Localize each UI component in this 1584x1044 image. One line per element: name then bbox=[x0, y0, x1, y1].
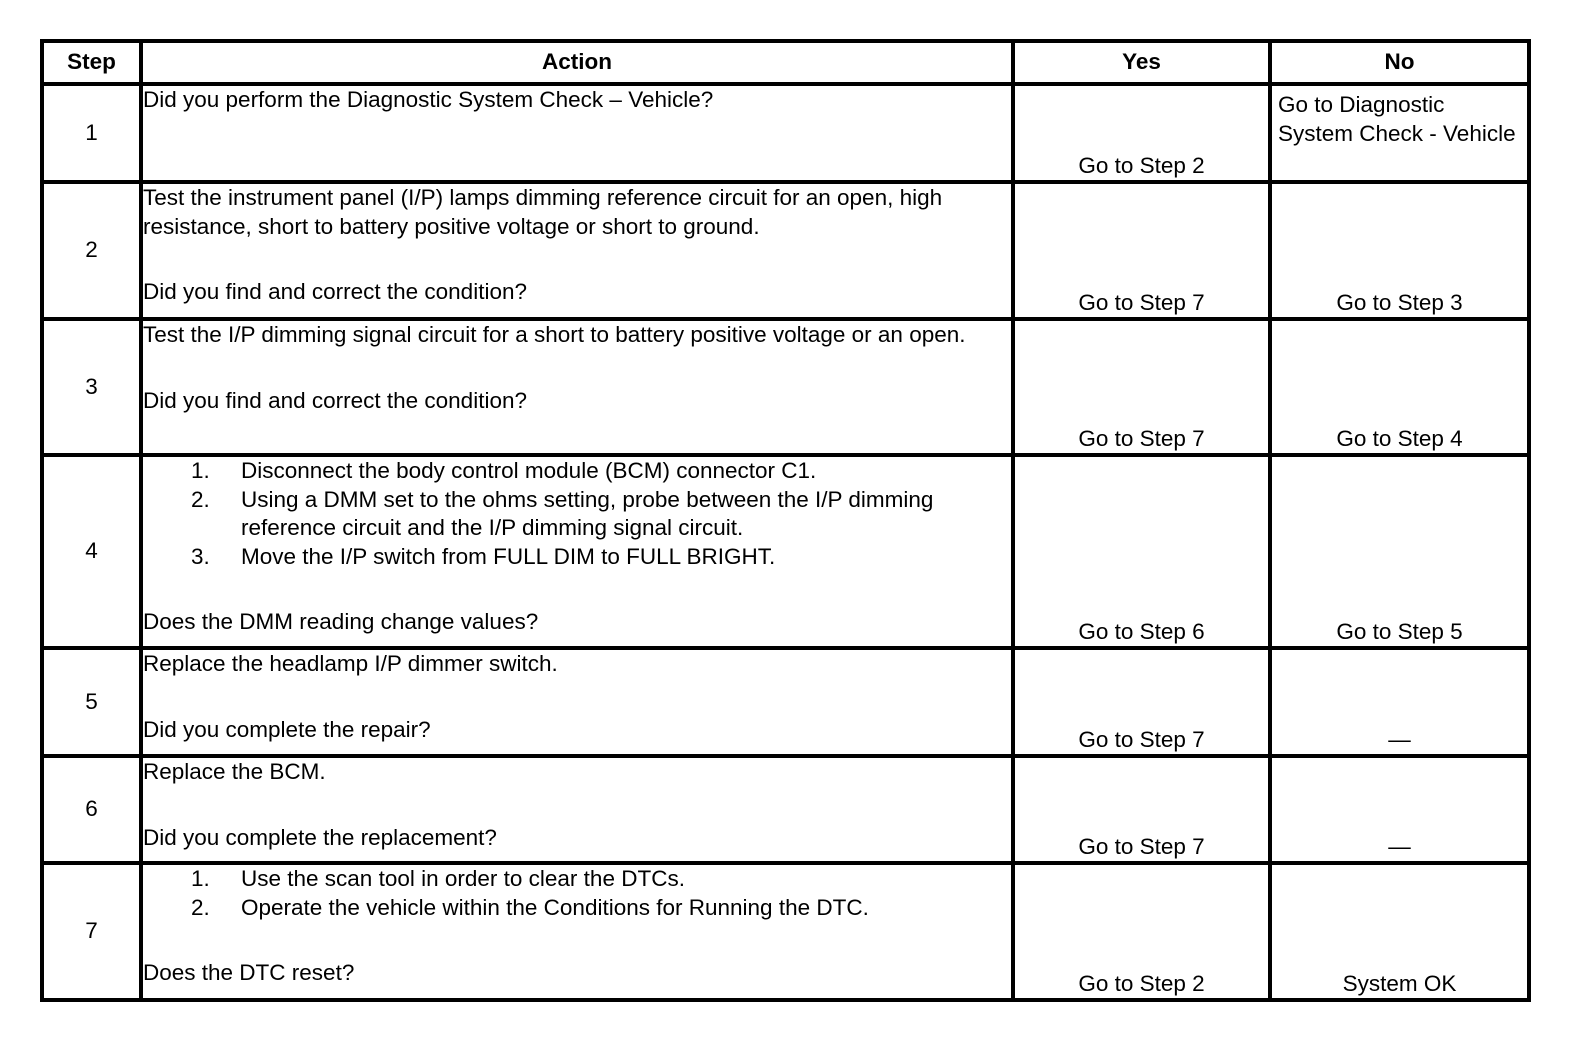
header-row bbox=[42, 41, 1529, 84]
step-number: 3 bbox=[42, 319, 141, 455]
no-result: Go to Step 5 bbox=[1270, 455, 1529, 648]
list-item-text: Use the scan tool in order to clear the DTCs. bbox=[241, 866, 685, 891]
action-cell bbox=[141, 648, 1013, 756]
step-number: 1 bbox=[42, 84, 141, 182]
diagnostic-table bbox=[40, 39, 1531, 1002]
table-row bbox=[42, 648, 1529, 756]
no-result: Go to Diagnostic System Check - Vehicle bbox=[1270, 84, 1529, 182]
no-result: System OK bbox=[1270, 863, 1529, 1000]
yes-result: Go to Step 2 bbox=[1013, 863, 1270, 1000]
header-no: No bbox=[1270, 41, 1529, 84]
no-result: Go to Step 4 bbox=[1270, 319, 1529, 455]
action-text: Replace the BCM. bbox=[143, 759, 326, 784]
list-item-text: Operate the vehicle within the Conditions for Running the DTC. bbox=[241, 894, 869, 920]
table-row bbox=[42, 84, 1529, 182]
action-question: Does the DMM reading change values? bbox=[143, 609, 539, 634]
list-item-text: Disconnect the body control module (BCM) connector C1. bbox=[241, 458, 817, 483]
list-item bbox=[143, 865, 1011, 894]
table-row bbox=[42, 455, 1529, 648]
step-number: 2 bbox=[42, 182, 141, 319]
action-cell bbox=[141, 182, 1013, 319]
list-item bbox=[143, 457, 1011, 486]
action-cell bbox=[141, 756, 1013, 863]
action-text: Did you perform the Diagnostic System Check – Vehicle? bbox=[143, 87, 714, 112]
list-item-number: 1. bbox=[191, 458, 210, 483]
action-question: Did you find and correct the condition? bbox=[143, 387, 527, 413]
action-text: Replace the headlamp I/P dimmer switch. bbox=[143, 651, 558, 676]
step-number: 5 bbox=[42, 648, 141, 756]
yes-result: Go to Step 7 bbox=[1013, 182, 1270, 319]
header-action: Action bbox=[141, 41, 1013, 84]
yes-result: Go to Step 6 bbox=[1013, 455, 1270, 648]
action-cell bbox=[141, 455, 1013, 648]
list-item-number: 1. bbox=[191, 866, 210, 891]
header-step: Step bbox=[42, 41, 141, 84]
yes-result: Go to Step 7 bbox=[1013, 648, 1270, 756]
list-item-number: 3. bbox=[191, 543, 210, 569]
action-text: Test the instrument panel (I/P) lamps dimming reference circuit for an open, high resistance, short to battery positive voltage or short to ground. bbox=[143, 185, 943, 239]
no-result: — bbox=[1270, 648, 1529, 756]
no-result: — bbox=[1270, 756, 1529, 863]
list-item-text: Using a DMM set to the ohms setting, probe between the I/P dimming reference circuit and the I/P dimming signal circuit. bbox=[241, 486, 934, 540]
header-yes: Yes bbox=[1013, 41, 1270, 84]
action-cell bbox=[141, 84, 1013, 182]
action-question: Did you complete the repair? bbox=[143, 716, 431, 742]
list-item-text: Move the I/P switch from FULL DIM to FULL BRIGHT. bbox=[241, 543, 776, 569]
step-number: 4 bbox=[42, 455, 141, 648]
step-number: 7 bbox=[42, 863, 141, 1000]
table-row bbox=[42, 182, 1529, 319]
step-number: 6 bbox=[42, 756, 141, 863]
table-row bbox=[42, 756, 1529, 863]
list-item bbox=[143, 486, 1011, 543]
list-item bbox=[143, 894, 1011, 923]
yes-result: Go to Step 7 bbox=[1013, 756, 1270, 863]
action-question: Does the DTC reset? bbox=[143, 960, 355, 985]
list-item-number: 2. bbox=[191, 894, 210, 920]
list-item-number: 2. bbox=[191, 486, 210, 512]
yes-result: Go to Step 2 bbox=[1013, 84, 1270, 182]
action-question: Did you complete the replacement? bbox=[143, 824, 497, 850]
action-cell bbox=[141, 319, 1013, 455]
action-text: Test the I/P dimming signal circuit for a short to battery positive voltage or an open. bbox=[143, 322, 966, 347]
no-result: Go to Step 3 bbox=[1270, 182, 1529, 319]
action-step-list bbox=[143, 865, 1011, 922]
table-row bbox=[42, 863, 1529, 1000]
action-question: Did you find and correct the condition? bbox=[143, 279, 527, 304]
action-cell bbox=[141, 863, 1013, 1000]
table-row bbox=[42, 319, 1529, 455]
action-step-list bbox=[143, 457, 1011, 571]
list-item bbox=[143, 543, 1011, 572]
yes-result: Go to Step 7 bbox=[1013, 319, 1270, 455]
